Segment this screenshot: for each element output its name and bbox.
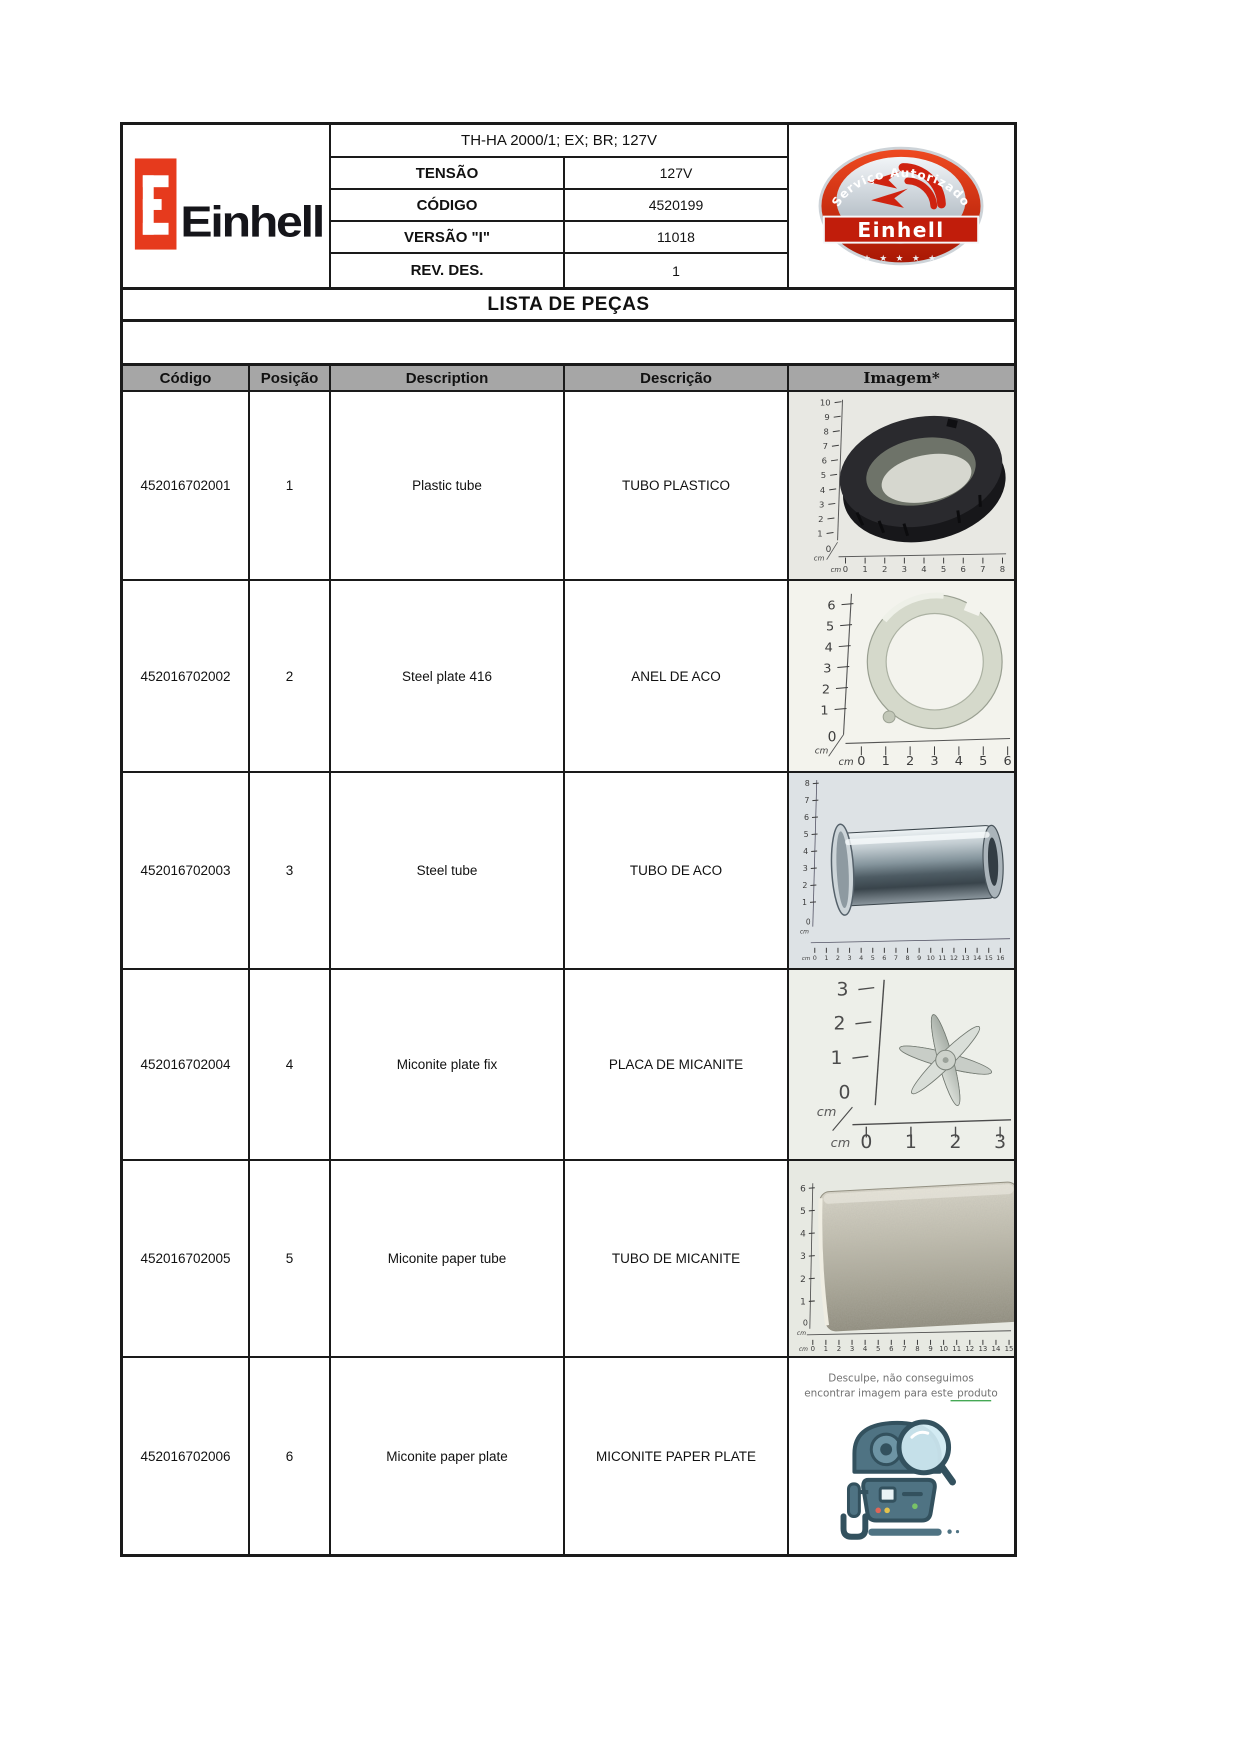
produto-link[interactable]: produto	[957, 1387, 998, 1400]
cell-codigo: 452016702005	[123, 1161, 250, 1358]
svg-text:4: 4	[819, 484, 826, 495]
svg-text:13: 13	[961, 953, 970, 962]
cell-posicao: 3	[250, 773, 331, 970]
svg-text:4: 4	[824, 640, 833, 656]
svg-text:3: 3	[901, 564, 908, 575]
cell-descricao: MICONITE PAPER PLATE	[565, 1358, 789, 1554]
svg-text:6: 6	[827, 598, 836, 614]
svg-text:14: 14	[991, 1344, 1001, 1353]
col-header-description: Description	[331, 366, 565, 392]
cell-posicao: 1	[250, 392, 331, 581]
svg-text:3: 3	[823, 661, 832, 677]
svg-text:5: 5	[875, 1344, 881, 1353]
svg-text:7: 7	[980, 564, 986, 575]
ruler-origin: 0	[805, 917, 811, 927]
svg-text:3: 3	[849, 1344, 855, 1353]
ruler-unit: cm	[814, 746, 829, 757]
svg-text:2: 2	[882, 564, 888, 575]
svg-text:8: 8	[915, 1344, 920, 1353]
svg-text:2: 2	[802, 880, 808, 890]
svg-text:7: 7	[804, 796, 810, 806]
ruler-h-unit: cm	[798, 1345, 808, 1353]
svg-text:7: 7	[822, 441, 828, 452]
placeholder-line1: Desculpe, não conseguimos	[828, 1372, 974, 1385]
svg-text:4: 4	[859, 953, 864, 962]
cell-description: Miconite paper plate	[331, 1358, 565, 1554]
svg-text:8: 8	[804, 779, 810, 789]
svg-text:4: 4	[862, 1344, 868, 1353]
cell-codigo: 452016702006	[123, 1358, 250, 1554]
svg-text:0: 0	[857, 754, 866, 770]
svg-text:4: 4	[954, 754, 963, 770]
svg-text:11: 11	[952, 1344, 962, 1353]
svg-text:2: 2	[800, 1274, 806, 1285]
field-value-revdes: 1	[565, 254, 789, 287]
ruler-origin: 0	[827, 729, 837, 746]
cell-codigo: 452016702001	[123, 392, 250, 581]
cell-image	[789, 773, 1014, 970]
ruler-h-unit: cm	[830, 566, 842, 575]
cell-description: Miconite paper tube	[331, 1161, 565, 1358]
svg-text:5: 5	[820, 470, 827, 481]
svg-text:2: 2	[835, 953, 841, 962]
svg-text:16: 16	[996, 953, 1005, 962]
cell-description: Miconite plate fix	[331, 970, 565, 1161]
svg-text:15: 15	[984, 953, 993, 962]
svg-text:3: 3	[800, 1252, 806, 1263]
col-header-descricao: Descrição	[565, 366, 789, 392]
svg-text:11: 11	[938, 953, 947, 962]
svg-text:8: 8	[823, 426, 829, 437]
svg-text:5: 5	[800, 1206, 806, 1217]
svg-text:3: 3	[847, 953, 852, 962]
svg-text:1: 1	[823, 1344, 829, 1353]
svg-text:9: 9	[824, 412, 830, 423]
cell-descricao: TUBO DE MICANITE	[565, 1161, 789, 1358]
field-value-tensao: 127V	[565, 158, 789, 190]
badge-graphic	[789, 125, 1014, 287]
field-label-versao: VERSÃO "I"	[331, 222, 565, 254]
svg-text:6: 6	[800, 1184, 806, 1195]
svg-text:10: 10	[819, 397, 831, 408]
authorized-service-badge	[789, 125, 1014, 287]
cell-descricao: TUBO PLASTICO	[565, 392, 789, 581]
svg-text:5: 5	[803, 829, 809, 840]
ruler-unit: cm	[796, 1329, 806, 1337]
cell-codigo: 452016702003	[123, 773, 250, 970]
cell-image	[789, 1161, 1014, 1358]
badge-stars: ★ ★ ★ ★ ★	[863, 253, 939, 264]
cell-codigo: 452016702004	[123, 970, 250, 1161]
svg-text:0: 0	[812, 953, 817, 962]
logo-wordmark: Einhell	[180, 198, 324, 247]
badge-brand-text: Einhell	[857, 217, 945, 242]
svg-text:1: 1	[800, 1297, 806, 1308]
svg-text:2: 2	[906, 754, 915, 770]
svg-text:7: 7	[902, 1344, 907, 1353]
svg-text:10: 10	[926, 953, 935, 962]
field-label-codigo: CÓDIGO	[331, 190, 565, 222]
svg-text:6: 6	[889, 1344, 894, 1353]
ruler-origin: 0	[838, 1082, 851, 1104]
svg-text:4: 4	[803, 846, 809, 857]
miconite-tube-photo	[789, 1161, 1014, 1356]
cell-image	[789, 392, 1014, 581]
cell-image	[789, 1358, 1014, 1554]
svg-text:14: 14	[973, 953, 982, 962]
cell-posicao: 2	[250, 581, 331, 773]
svg-text:15: 15	[1004, 1344, 1014, 1353]
svg-text:6: 6	[882, 953, 887, 962]
svg-text:8: 8	[905, 953, 910, 962]
svg-text:5: 5	[940, 564, 947, 575]
svg-text:6: 6	[1003, 754, 1012, 770]
col-header-codigo: Código	[123, 366, 250, 392]
cell-codigo: 452016702002	[123, 581, 250, 773]
svg-text:6: 6	[821, 455, 828, 466]
svg-text:12: 12	[949, 953, 959, 962]
svg-text:13: 13	[978, 1344, 988, 1353]
plastic-tube-photo	[789, 392, 1014, 579]
svg-text:1: 1	[904, 1132, 917, 1154]
svg-text:5: 5	[870, 953, 875, 962]
svg-text:2: 2	[836, 1344, 842, 1353]
svg-text:3: 3	[819, 499, 825, 510]
cell-descricao: TUBO DE ACO	[565, 773, 789, 970]
einhell-logo	[123, 125, 331, 287]
cell-image	[789, 581, 1014, 773]
svg-text:2: 2	[833, 1013, 846, 1035]
einhell-logo-graphic	[123, 125, 329, 287]
spacer-row	[120, 319, 1017, 366]
svg-text:1: 1	[830, 1048, 843, 1069]
cell-posicao: 6	[250, 1358, 331, 1554]
svg-text:1: 1	[817, 528, 823, 539]
field-value-codigo: 4520199	[565, 190, 789, 222]
field-value-versao: 11018	[565, 222, 789, 254]
svg-text:9: 9	[917, 953, 922, 962]
ruler-origin: 0	[802, 1318, 808, 1328]
svg-text:2: 2	[818, 513, 824, 524]
svg-text:5: 5	[825, 619, 835, 635]
steel-tube-photo	[789, 773, 1014, 968]
cell-description: Steel tube	[331, 773, 565, 970]
steel-ring-graphic	[867, 595, 1002, 729]
ruler-h-unit: cm	[801, 955, 811, 962]
svg-text:3: 3	[994, 1132, 1007, 1154]
cell-posicao: 5	[250, 1161, 331, 1358]
cell-descricao: ANEL DE ACO	[565, 581, 789, 773]
svg-text:0: 0	[860, 1132, 873, 1154]
parts-table	[120, 363, 1017, 1557]
ruler-h-unit: cm	[830, 1136, 851, 1152]
field-label-revdes: REV. DES.	[331, 254, 565, 287]
svg-text:4: 4	[800, 1229, 806, 1240]
svg-text:7: 7	[893, 953, 898, 962]
col-header-posicao: Posição	[250, 366, 331, 392]
field-label-tensao: TENSÃO	[331, 158, 565, 190]
page-title: LISTA DE PEÇAS	[120, 287, 1017, 322]
svg-text:1: 1	[801, 897, 808, 907]
svg-text:4: 4	[921, 564, 927, 575]
svg-text:0: 0	[810, 1344, 816, 1353]
ruler-unit: cm	[799, 928, 809, 936]
product-title: TH-HA 2000/1; EX; BR; 127V	[331, 125, 789, 158]
badge-arc-text: Serviço Autorizado	[828, 165, 974, 210]
svg-text:0: 0	[842, 564, 849, 575]
col-header-imagem: Imagem*	[789, 366, 1014, 392]
cell-posicao: 4	[250, 970, 331, 1161]
svg-text:2: 2	[949, 1132, 962, 1154]
svg-text:1: 1	[820, 703, 829, 719]
placeholder-line2: encontrar imagem para este produto	[804, 1387, 998, 1400]
svg-text:12: 12	[965, 1344, 975, 1353]
svg-text:1: 1	[862, 564, 868, 575]
svg-text:6: 6	[960, 564, 966, 575]
parts-list-document	[120, 122, 1017, 1557]
miconite-tube-graphic	[818, 1182, 1014, 1332]
svg-text:2: 2	[821, 682, 831, 698]
svg-text:10: 10	[939, 1344, 949, 1353]
svg-text:6: 6	[803, 813, 810, 823]
svg-text:3: 3	[802, 863, 808, 874]
ruler-unit: cm	[816, 1104, 837, 1120]
svg-text:8: 8	[999, 564, 1006, 575]
svg-text:1: 1	[881, 754, 890, 770]
document-header	[120, 122, 1017, 290]
cell-description: Plastic tube	[331, 392, 565, 581]
svg-text:5: 5	[979, 754, 988, 770]
cell-description: Steel plate 416	[331, 581, 565, 773]
miconite-star-photo	[789, 970, 1014, 1159]
ruler-h-unit: cm	[838, 757, 854, 769]
svg-text:3: 3	[836, 979, 849, 1001]
ruler-unit: cm	[813, 554, 825, 563]
svg-text:9: 9	[928, 1344, 933, 1353]
cell-descricao: PLACA DE MICANITE	[565, 970, 789, 1161]
svg-text:1: 1	[824, 953, 829, 962]
steel-ring-photo	[789, 581, 1014, 771]
ruler-origin: 0	[825, 544, 832, 555]
cell-image	[789, 970, 1014, 1161]
svg-text:3: 3	[930, 754, 939, 770]
no-image-placeholder	[789, 1358, 1014, 1554]
